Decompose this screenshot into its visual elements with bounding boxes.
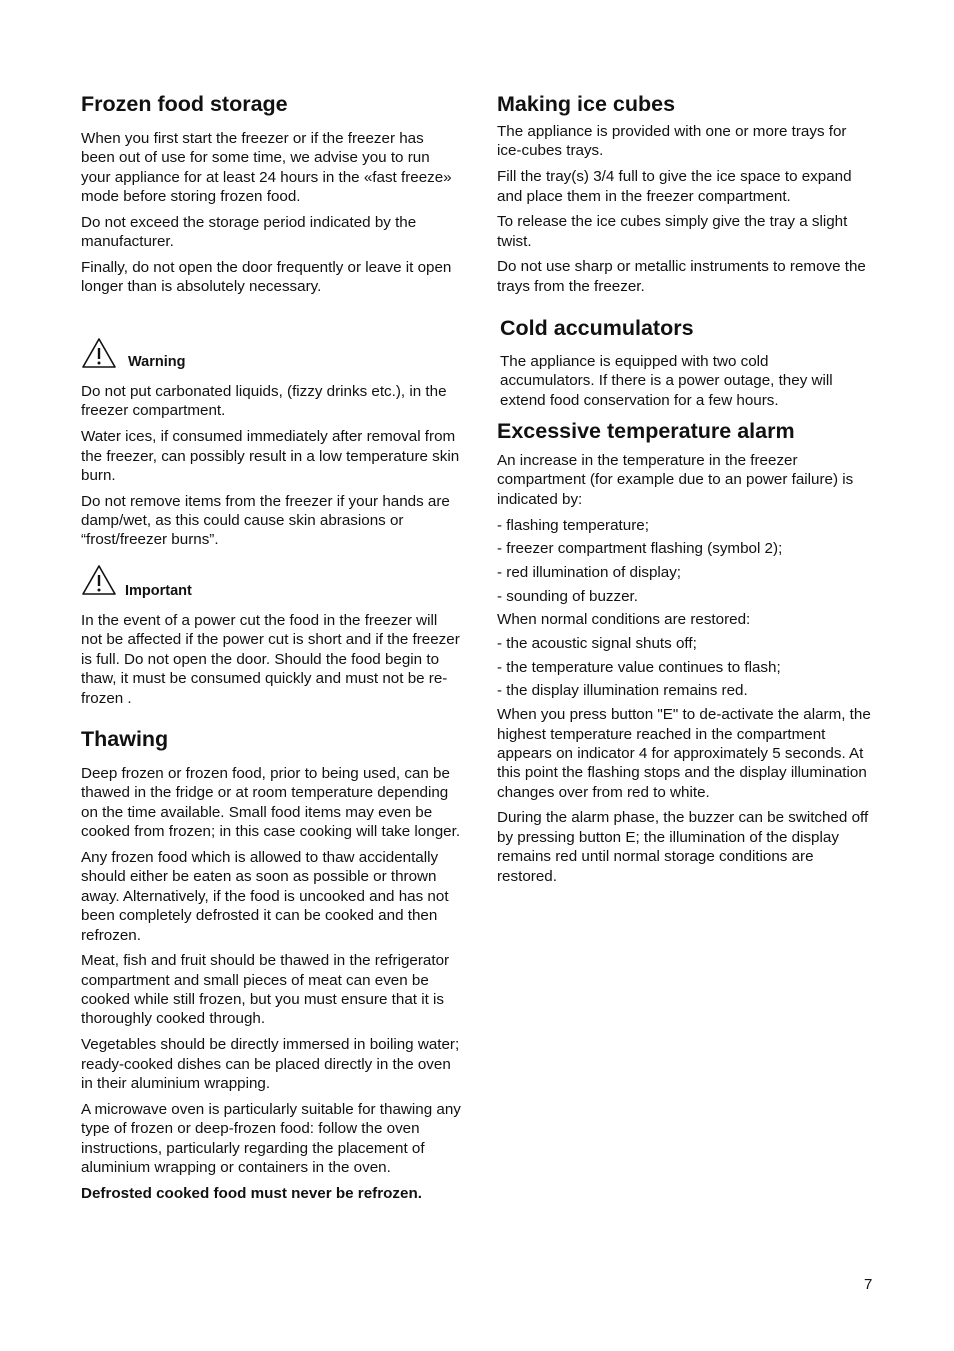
heading-thawing: Thawing: [81, 727, 169, 751]
paragraph: Finally, do not open the door frequently or leave it open longer than is absolutely necessary.: [81, 259, 452, 296]
paragraph: Any frozen food which is allowed to thaw accidentally should either be eaten as soon as possible or thrown away. Alternatively, if the food is uncooked and has not been completely defrosted it can be cooked and then refrozen.: [81, 848, 449, 944]
thawing-text: [81, 764, 461, 1209]
paragraph: Water ices, if consumed immediately after removal from the freezer, can possibly result in a low temperature skin burn.: [81, 428, 460, 484]
list-item: - flashing temperature;: [497, 516, 649, 534]
paragraph: A microwave oven is particularly suitable for thawing any type of frozen or deep-frozen food: follow the oven instructions, particularly regarding the placement of aluminium wrapping or containers in the oven.: [81, 1100, 461, 1176]
heading-making-ice-cubes: Making ice cubes: [497, 92, 676, 116]
paragraph: Do not use sharp or metallic instruments to remove the trays from the freezer.: [497, 258, 866, 295]
paragraph: To release the ice cubes simply give the tray a slight twist.: [497, 213, 848, 250]
thawing-closing-note: Defrosted cooked food must never be refrozen.: [81, 1184, 422, 1202]
frozen-food-storage-text: [81, 129, 461, 303]
paragraph: Vegetables should be directly immersed in boiling water; ready-cooked dishes can be placed directly in the oven in their aluminium wrapping.: [81, 1036, 460, 1092]
list-item: - the display illumination remains red.: [497, 682, 748, 700]
warning-triangle-icon: [81, 564, 117, 596]
paragraph: Do not remove items from the freezer if your hands are damp/wet, as this could cause skin abrasions or “frost/freezer burns”.: [81, 492, 450, 549]
paragraph: In the event of a power cut the food in the freezer will not be affected if the power cut is short and if the freezer is full. Do not open the door. Should the food begin to thaw, it must be consumed quickly and must not be re-frozen .: [81, 612, 460, 707]
paragraph: Deep frozen or frozen food, prior to being used, can be thawed in the fridge or at room temperature depending on the time available. Small food items may even be cooked from frozen; in this case cooking will take longer.: [81, 765, 461, 841]
heading-frozen-food-storage: Frozen food storage: [81, 92, 288, 116]
list-item: - freezer compartment flashing (symbol 2);: [497, 540, 783, 558]
page-number: 7: [864, 1276, 873, 1293]
paragraph: Do not exceed the storage period indicated by the manufacturer.: [81, 213, 417, 251]
important-text: [81, 611, 461, 714]
list-item: - the acoustic signal shuts off;: [497, 635, 697, 653]
paragraph: Meat, fish and fruit should be thawed in the refrigerator compartment and small pieces of meat can even be cooked while still frozen, but you must ensure that it is thoroughly cooked through.: [81, 952, 450, 1028]
warning-triangle-icon: [81, 337, 117, 369]
paragraph: When you first start the freezer or if the freezer has been out of use for some time, we advise you to run your appliance for at least 24 hours in the «fast freeze» mode before storing frozen food.: [81, 130, 452, 206]
important-label: Important: [125, 583, 192, 599]
alarm-text: [497, 451, 875, 892]
paragraph: Fill the tray(s) 3/4 full to give the ice space to expand and place them in the freezer compartment.: [497, 168, 852, 205]
ice-cubes-text: [497, 122, 875, 302]
list-item: - sounding of buzzer.: [497, 587, 638, 605]
heading-excessive-temperature-alarm: Excessive temperature alarm: [497, 419, 795, 443]
paragraph: An increase in the temperature in the freezer compartment (for example due to an power failure) is indicated by:: [497, 452, 854, 508]
list-item: - the temperature value continues to flash;: [497, 658, 781, 676]
cold-accumulators-text: [500, 352, 860, 417]
heading-cold-accumulators: Cold accumulators: [500, 316, 694, 340]
paragraph: The appliance is equipped with two cold accumulators. If there is a power outage, they will extend food conservation for a few hours.: [500, 353, 833, 409]
warning-label: Warning: [128, 354, 186, 370]
paragraph: Do not put carbonated liquids, (fizzy drinks etc.), in the freezer compartment.: [81, 383, 447, 420]
paragraph: When you press button "E" to de-activate the alarm, the highest temperature reached in the compartment appears on indicator 4 for approximately 5 seconds. At this point the flashing stops and the display illumination changes over from red to white.: [497, 706, 871, 801]
paragraph: During the alarm phase, the buzzer can be switched off by pressing button E; the illumination of the display remains red until normal storage conditions are restored.: [497, 809, 869, 885]
paragraph: The appliance is provided with one or more trays for ice-cubes trays.: [497, 123, 847, 160]
list-item: - red illumination of display;: [497, 563, 682, 581]
warning-text: [81, 382, 461, 556]
paragraph: When normal conditions are restored:: [497, 611, 751, 629]
